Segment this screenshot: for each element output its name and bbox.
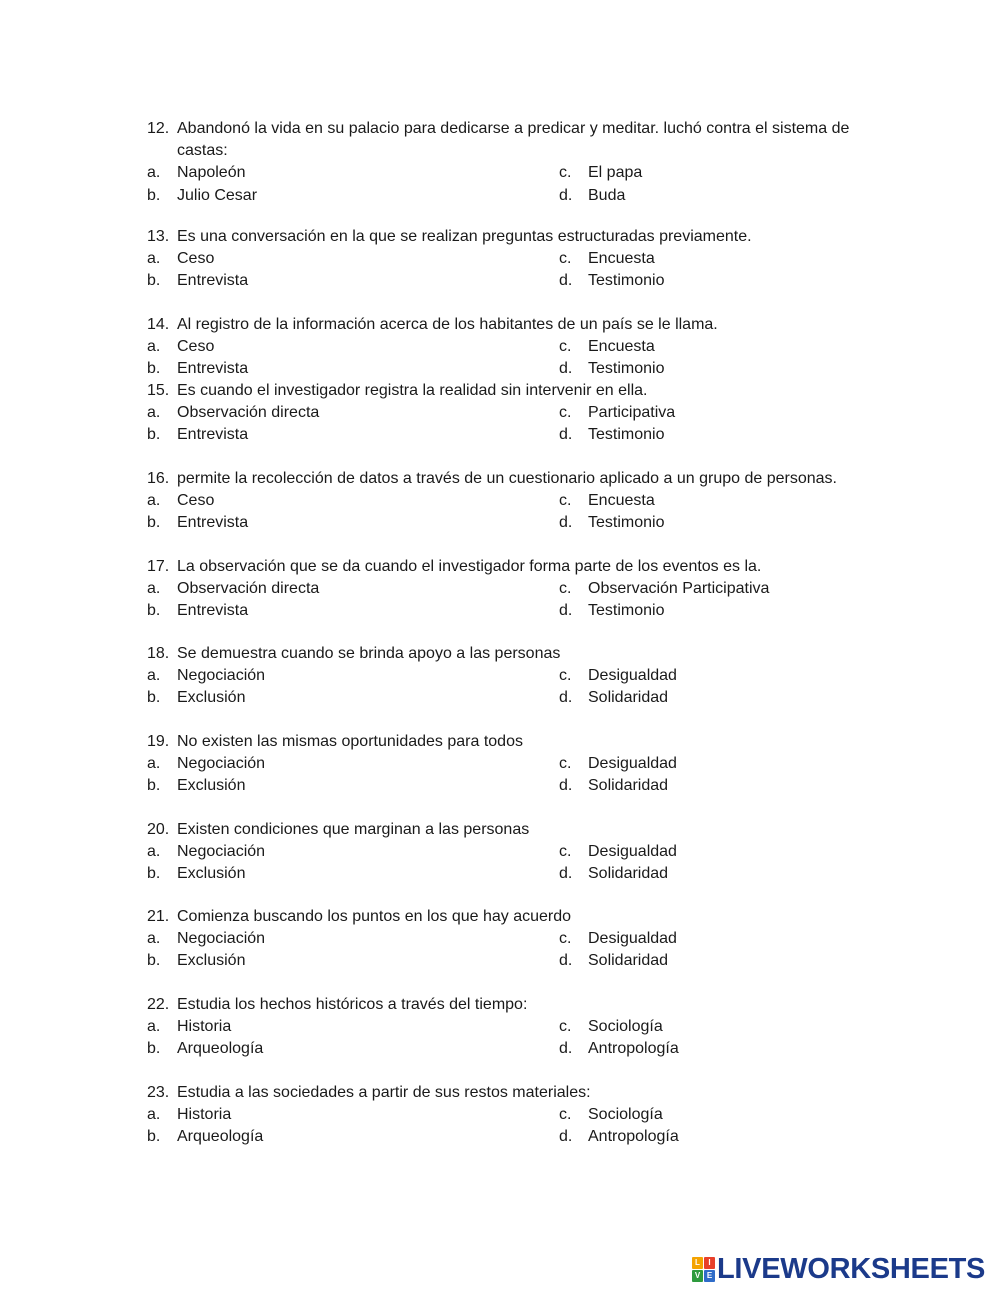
question-text: permite la recolección de datos a través de un cuestionario aplicado a un grupo de personas. — [177, 470, 837, 487]
option-a-label: a. — [147, 338, 161, 355]
option-row — [0, 248, 1000, 270]
question-18 — [0, 643, 1000, 709]
option-row — [0, 512, 1000, 534]
question-23 — [0, 1082, 1000, 1148]
option-a[interactable]: Observación directa — [177, 404, 320, 421]
question-text: Comienza buscando los puntos en los que hay acuerdo — [177, 908, 572, 925]
liveworksheets-logo[interactable] — [692, 1252, 985, 1286]
question-16 — [0, 468, 1000, 534]
option-row — [0, 1104, 1000, 1126]
option-b-label: b. — [147, 272, 161, 289]
question-number: 20. — [147, 821, 170, 838]
question-text: La observación que se da cuando el investigador forma parte de los eventos es la. — [177, 558, 762, 575]
option-b-label: b. — [147, 865, 161, 882]
question-text: No existen las mismas oportunidades para todos — [177, 733, 523, 750]
option-row — [0, 1126, 1000, 1148]
option-b-label: b. — [147, 1128, 161, 1145]
option-row — [0, 600, 1000, 622]
question-text: Se demuestra cuando se brinda apoyo a las personas — [177, 645, 561, 662]
option-c[interactable]: Desigualdad — [588, 755, 677, 772]
option-b[interactable]: Entrevista — [177, 360, 249, 377]
question-text: Estudia los hechos históricos a través del tiempo: — [177, 996, 528, 1013]
option-a-label: a. — [147, 843, 161, 860]
option-a[interactable]: Observación directa — [177, 580, 320, 597]
option-d[interactable]: Testimonio — [588, 602, 665, 619]
option-d[interactable]: Solidaridad — [588, 952, 669, 969]
option-row — [0, 687, 1000, 709]
option-a[interactable]: Negociación — [177, 667, 266, 684]
option-row — [0, 185, 1000, 208]
option-c-label: c. — [559, 843, 572, 860]
question-number: 21. — [147, 908, 170, 925]
option-a[interactable]: Ceso — [177, 492, 215, 509]
option-c-label: c. — [559, 667, 572, 684]
option-a-label: a. — [147, 667, 161, 684]
option-c[interactable]: Desigualdad — [588, 667, 677, 684]
option-row — [0, 665, 1000, 687]
question-13 — [0, 226, 1000, 292]
option-b-label: b. — [147, 777, 161, 794]
question-22 — [0, 994, 1000, 1060]
option-row — [0, 424, 1000, 446]
question-text: Existen condiciones que marginan a las personas — [177, 821, 530, 838]
question-number: 16. — [147, 470, 170, 487]
option-c[interactable]: Desigualdad — [588, 930, 677, 947]
option-b-label: b. — [147, 360, 161, 377]
option-b[interactable]: Arqueología — [177, 1128, 264, 1145]
option-b[interactable]: Exclusión — [177, 952, 246, 969]
option-b-label: b. — [147, 952, 161, 969]
option-c[interactable]: El papa — [588, 164, 643, 181]
option-b[interactable]: Entrevista — [177, 272, 249, 289]
question-number: 22. — [147, 996, 170, 1013]
option-d-label: d. — [559, 689, 573, 706]
option-row — [0, 863, 1000, 885]
question-text: Es una conversación en la que se realizan preguntas estructuradas previamente. — [177, 228, 752, 245]
option-c-label: c. — [559, 1018, 572, 1035]
question-14 — [0, 314, 1000, 380]
option-a-label: a. — [147, 1106, 161, 1123]
option-b[interactable]: Exclusión — [177, 777, 246, 794]
option-b[interactable]: Exclusión — [177, 689, 246, 706]
option-c[interactable]: Sociología — [588, 1018, 663, 1035]
option-a[interactable]: Negociación — [177, 930, 266, 947]
option-a[interactable]: Negociación — [177, 843, 266, 860]
option-b-label: b. — [147, 1040, 161, 1057]
option-b[interactable]: Entrevista — [177, 426, 249, 443]
logo-block-i: I — [704, 1257, 715, 1269]
option-a-label: a. — [147, 930, 161, 947]
option-row — [0, 490, 1000, 512]
option-a-label: a. — [147, 164, 161, 181]
option-c-label: c. — [559, 492, 572, 509]
question-text: Abandonó la vida en su palacio para dedicarse a predicar y meditar. luchó contra el sistema de castas: — [177, 120, 850, 159]
option-row — [0, 753, 1000, 775]
option-row — [0, 775, 1000, 797]
option-c-label: c. — [559, 250, 572, 267]
option-a[interactable]: Napoleón — [177, 164, 246, 181]
question-number: 18. — [147, 645, 170, 662]
option-a-label: a. — [147, 1018, 161, 1035]
option-c-label: c. — [559, 580, 572, 597]
logo-block-l: L — [692, 1257, 703, 1269]
question-15 — [0, 380, 1000, 446]
logo-block-e: E — [704, 1270, 715, 1282]
option-c-label: c. — [559, 404, 572, 421]
option-a[interactable]: Negociación — [177, 755, 266, 772]
option-b[interactable]: Arqueología — [177, 1040, 264, 1057]
option-c[interactable]: Desigualdad — [588, 843, 677, 860]
option-row — [0, 1038, 1000, 1060]
option-d[interactable]: Solidaridad — [588, 689, 669, 706]
option-b-label: b. — [147, 426, 161, 443]
question-20 — [0, 819, 1000, 885]
option-d-label: d. — [559, 514, 573, 531]
question-number: 19. — [147, 733, 170, 750]
option-c-label: c. — [559, 164, 572, 181]
option-a[interactable]: Ceso — [177, 338, 215, 355]
question-number: 15. — [147, 382, 170, 399]
option-d-label: d. — [559, 865, 573, 882]
question-text: Estudia a las sociedades a partir de sus restos materiales: — [177, 1084, 591, 1101]
option-a[interactable]: Historia — [177, 1106, 232, 1123]
logo-text: LIVEWORKSHEETS — [717, 1252, 986, 1285]
option-d-label: d. — [559, 777, 573, 794]
option-d[interactable]: Buda — [588, 187, 626, 204]
option-a-label: a. — [147, 404, 161, 421]
option-a[interactable]: Ceso — [177, 250, 215, 267]
option-d[interactable]: Testimonio — [588, 360, 665, 377]
option-d-label: d. — [559, 1128, 573, 1145]
option-d[interactable]: Antropología — [588, 1040, 679, 1057]
option-c[interactable]: Observación Participativa — [588, 580, 770, 597]
question-number: 23. — [147, 1084, 170, 1101]
logo-block-v: V — [692, 1270, 703, 1282]
option-b[interactable]: Entrevista — [177, 602, 249, 619]
option-row — [0, 162, 1000, 185]
option-row — [0, 402, 1000, 424]
option-d-label: d. — [559, 187, 573, 204]
option-c-label: c. — [559, 1106, 572, 1123]
question-text: Es cuando el investigador registra la realidad sin intervenir en ella. — [177, 382, 648, 399]
option-d[interactable]: Testimonio — [588, 514, 665, 531]
option-a-label: a. — [147, 755, 161, 772]
option-b[interactable]: Exclusión — [177, 865, 246, 882]
option-d-label: d. — [559, 360, 573, 377]
option-a-label: a. — [147, 580, 161, 597]
option-row — [0, 578, 1000, 600]
option-a-label: a. — [147, 492, 161, 509]
option-row — [0, 841, 1000, 863]
option-row — [0, 358, 1000, 380]
option-c[interactable]: Encuesta — [588, 338, 655, 355]
question-text: Al registro de la información acerca de los habitantes de un país se le llama. — [177, 316, 718, 333]
option-d[interactable]: Testimonio — [588, 272, 665, 289]
option-d-label: d. — [559, 1040, 573, 1057]
option-d[interactable]: Testimonio — [588, 426, 665, 443]
option-b[interactable]: Julio Cesar — [177, 187, 258, 204]
option-c-label: c. — [559, 755, 572, 772]
option-b-label: b. — [147, 187, 161, 204]
option-c-label: c. — [559, 930, 572, 947]
question-number: 12. — [147, 120, 170, 137]
option-d[interactable]: Solidaridad — [588, 865, 669, 882]
option-d[interactable]: Antropología — [588, 1128, 679, 1145]
option-b-label: b. — [147, 514, 161, 531]
option-c[interactable]: Participativa — [588, 404, 676, 421]
option-b[interactable]: Entrevista — [177, 514, 249, 531]
option-row — [0, 1016, 1000, 1038]
question-number: 13. — [147, 228, 170, 245]
option-a-label: a. — [147, 250, 161, 267]
option-d-label: d. — [559, 272, 573, 289]
question-19 — [0, 731, 1000, 797]
option-d-label: d. — [559, 952, 573, 969]
option-b-label: b. — [147, 602, 161, 619]
question-12 — [0, 118, 1000, 208]
option-d-label: d. — [559, 426, 573, 443]
option-c[interactable]: Encuesta — [588, 250, 655, 267]
question-number: 17. — [147, 558, 170, 575]
question-17 — [0, 556, 1000, 622]
question-21 — [0, 906, 1000, 972]
question-number: 14. — [147, 316, 170, 333]
option-a[interactable]: Historia — [177, 1018, 232, 1035]
option-c[interactable]: Encuesta — [588, 492, 655, 509]
option-c[interactable]: Sociología — [588, 1106, 663, 1123]
option-row — [0, 336, 1000, 358]
option-d[interactable]: Solidaridad — [588, 777, 669, 794]
option-b-label: b. — [147, 689, 161, 706]
option-c-label: c. — [559, 338, 572, 355]
option-d-label: d. — [559, 602, 573, 619]
option-row — [0, 950, 1000, 972]
option-row — [0, 270, 1000, 292]
logo-blocks-icon — [692, 1257, 714, 1281]
option-row — [0, 928, 1000, 950]
